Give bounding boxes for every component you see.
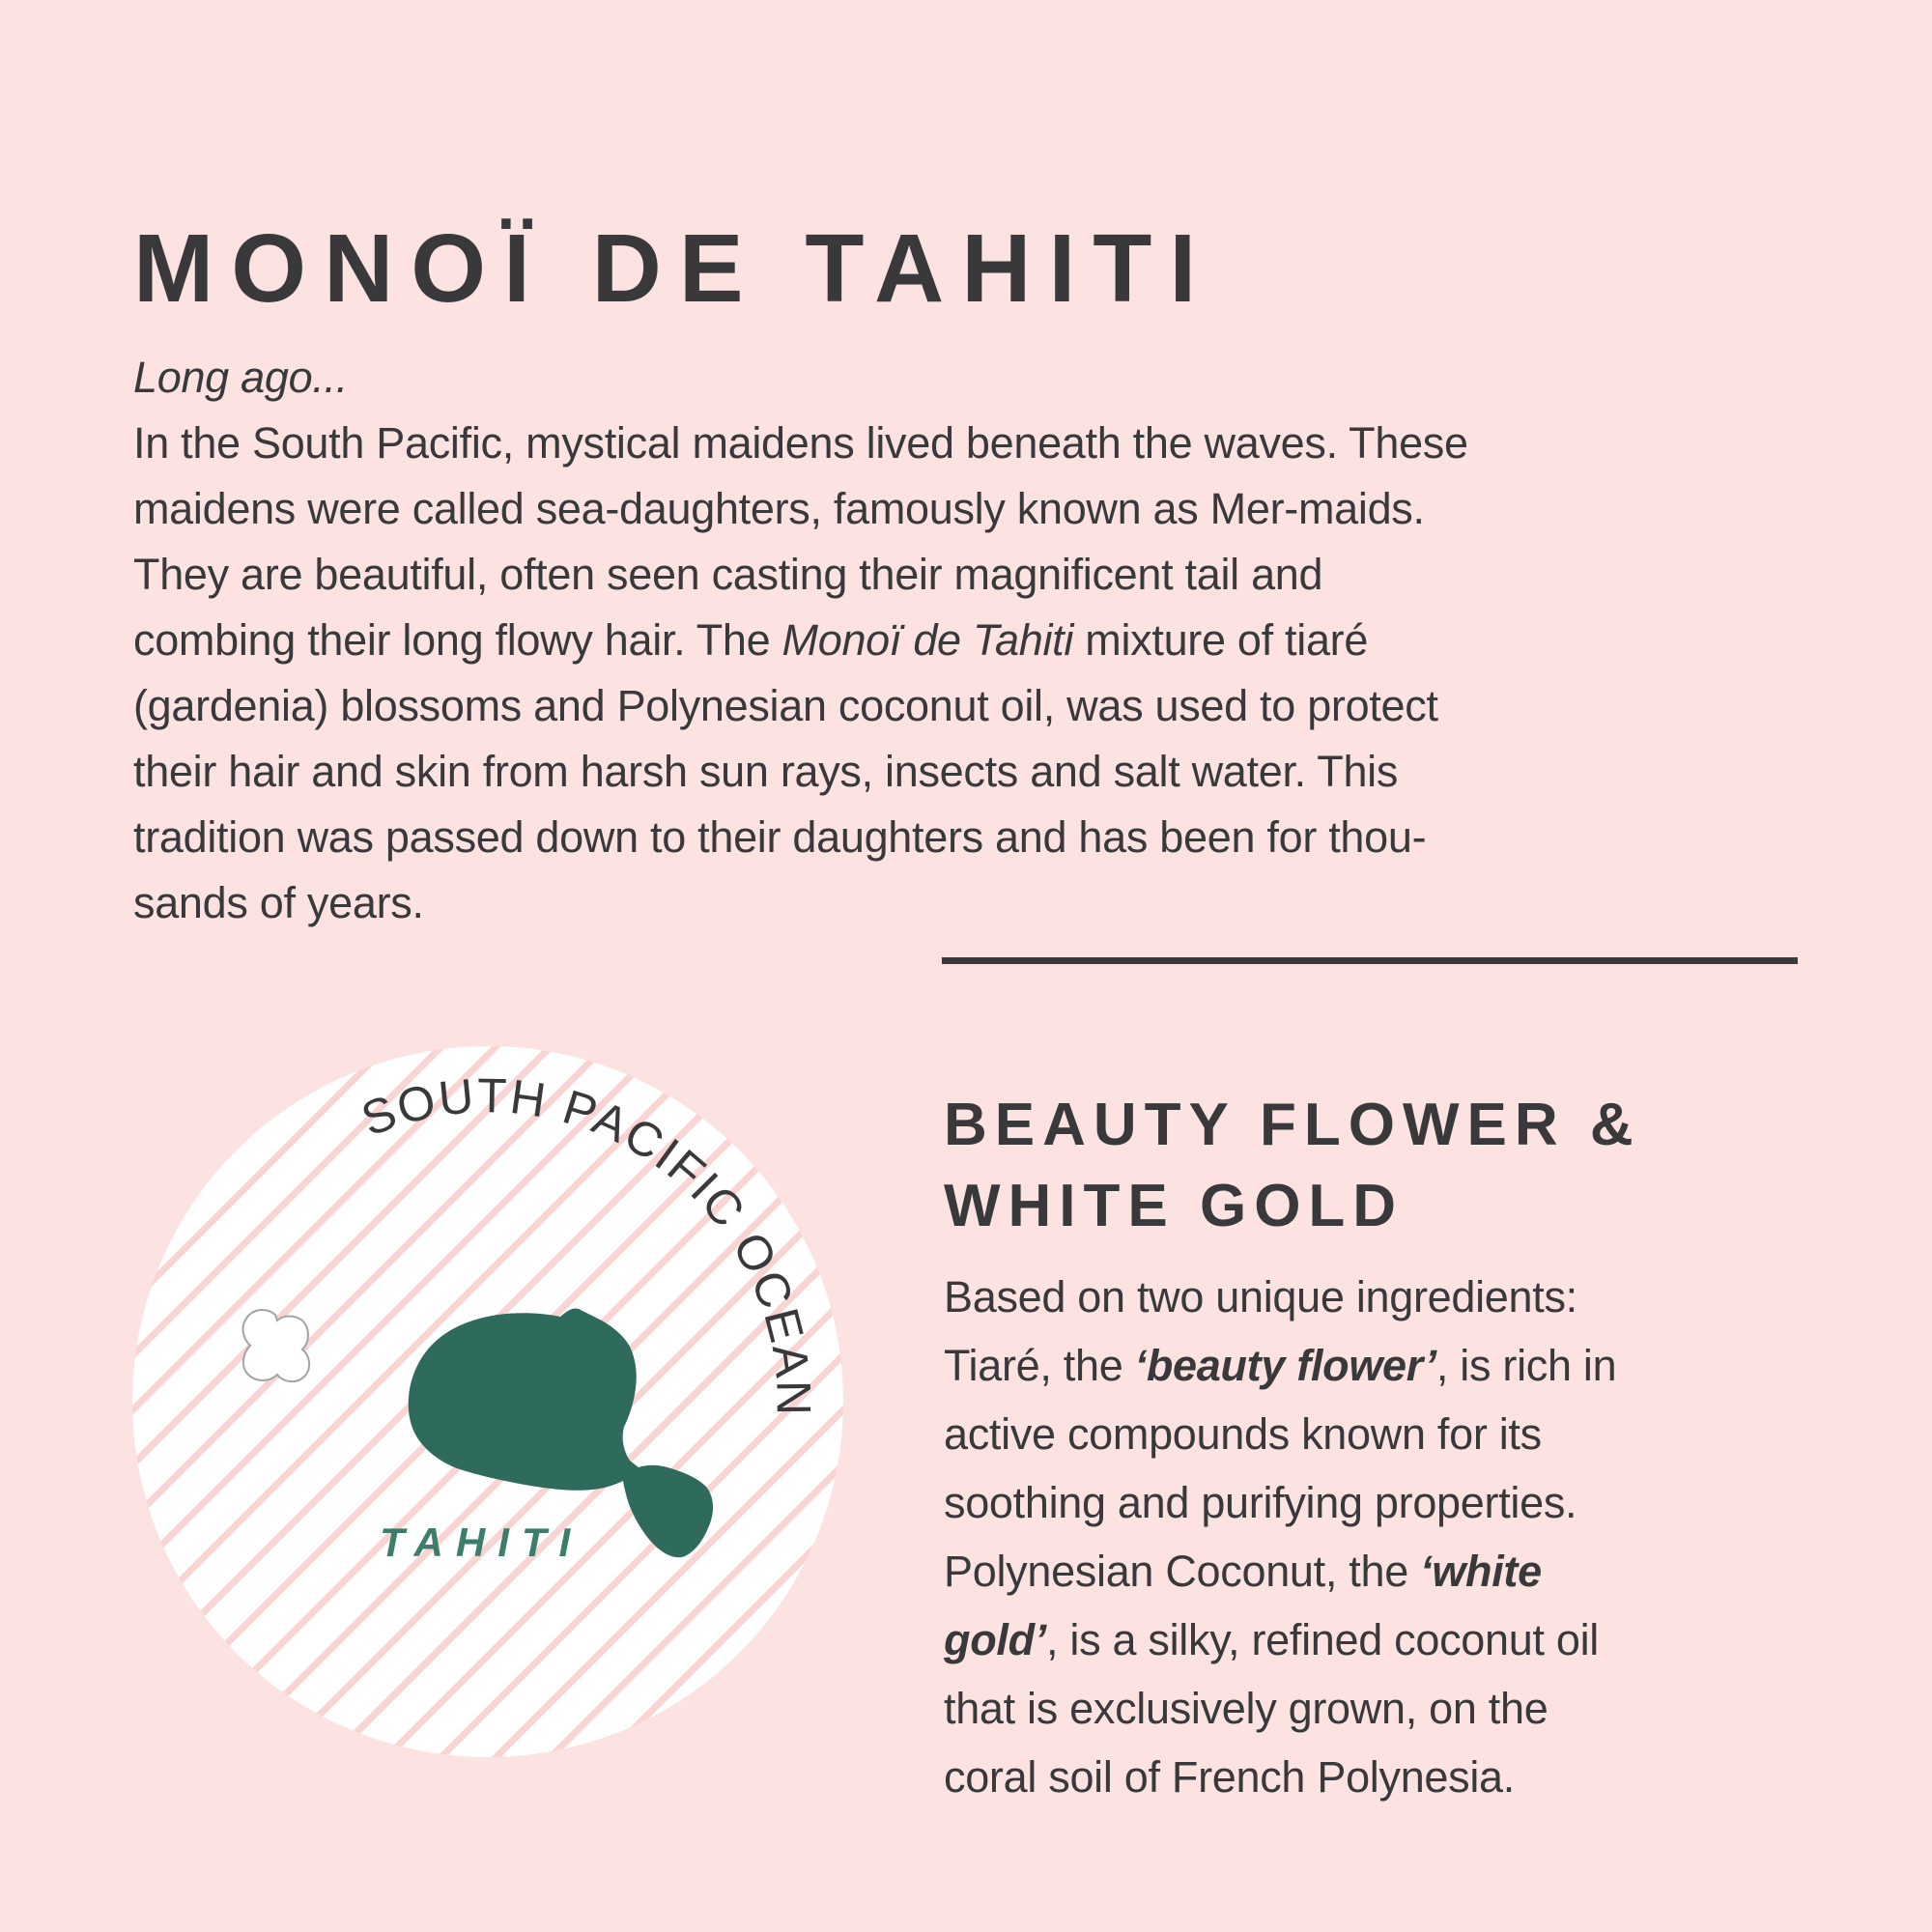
page-title: MONOÏ DE TAHITI <box>133 214 1214 323</box>
moorea-island-shape <box>243 1310 310 1381</box>
curved-ocean-label: SOUTH PACIFIC OCEAN <box>354 1068 821 1418</box>
story-paragraph: Long ago... In the South Pacific, mystical maidens lived beneath the waves. These maidens were called sea-daughters, famously known as Mer-maids. They are beautiful, often seen casting their magnificent tail and combing their long flowy hair. The Monoï de Tahiti mixture of tiaré (gardenia) blossoms and Polynesian coconut oil, was used to protect their hair and skin from harsh sun rays, insects and salt water. This tradition was passed down to their daughters and has been for thou- sands of years. <box>133 353 1468 927</box>
ocean-badge <box>121 1035 855 1769</box>
section-divider <box>942 957 1798 964</box>
section-heading: BEAUTY FLOWER & WHITE GOLD <box>944 1092 1641 1240</box>
tahiti-label: TAHITI <box>380 1520 583 1565</box>
section-paragraph: Based on two unique ingredients: Tiaré, the ‘beauty flower’, is rich in active compounds known for its soothing and purifying properties. Polynesian Coconut, the ‘white gold’, is a silky, refined coconut oil that is exclusively grown, on the coral soil of French Polynesia. <box>944 1272 1617 1802</box>
